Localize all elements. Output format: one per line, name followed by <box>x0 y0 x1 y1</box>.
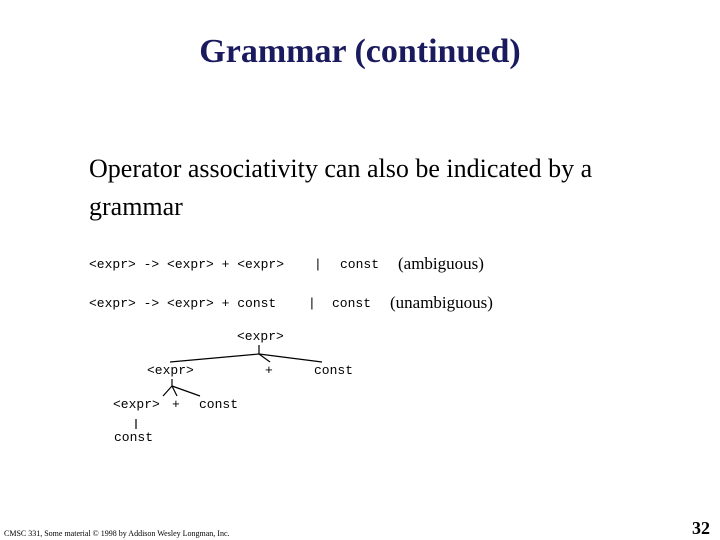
rule-2-note: (unambiguous) <box>390 293 493 312</box>
tree-node-l2-expr: <expr> <box>113 397 160 412</box>
rule-1-production: <expr> -> <expr> + <expr> <box>89 257 285 272</box>
tree-node-l2-plus: + <box>172 397 180 412</box>
tree-node-l1-plus: + <box>265 363 273 378</box>
footer-credit: CMSC 331, Some material © 1998 by Addison Wesley Longman, Inc. <box>4 529 230 538</box>
slide-title: Grammar (continued) <box>199 33 521 70</box>
rule-2-production: <expr> -> <expr> + const <box>89 296 277 311</box>
tree-node-l3-const: const <box>114 430 154 445</box>
tree-node-l1-const: const <box>314 363 354 378</box>
tree-edge-l1-left <box>163 386 172 396</box>
tree-edge-root-left <box>170 354 259 362</box>
rule-2-alternative: const <box>332 296 372 311</box>
page-number: 32 <box>692 518 710 538</box>
rule-1-note: (ambiguous) <box>398 254 484 273</box>
intro-text: Operator associativity can also be indicated by a grammar <box>89 154 593 221</box>
rule-2-bar: | <box>308 296 316 311</box>
rule-1-bar: | <box>314 257 322 272</box>
tree-node-l2-const: const <box>199 397 239 412</box>
tree-node-root: <expr> <box>237 329 284 344</box>
rule-1-alternative: const <box>340 257 380 272</box>
tree-node-l1-expr: <expr> <box>147 363 194 378</box>
